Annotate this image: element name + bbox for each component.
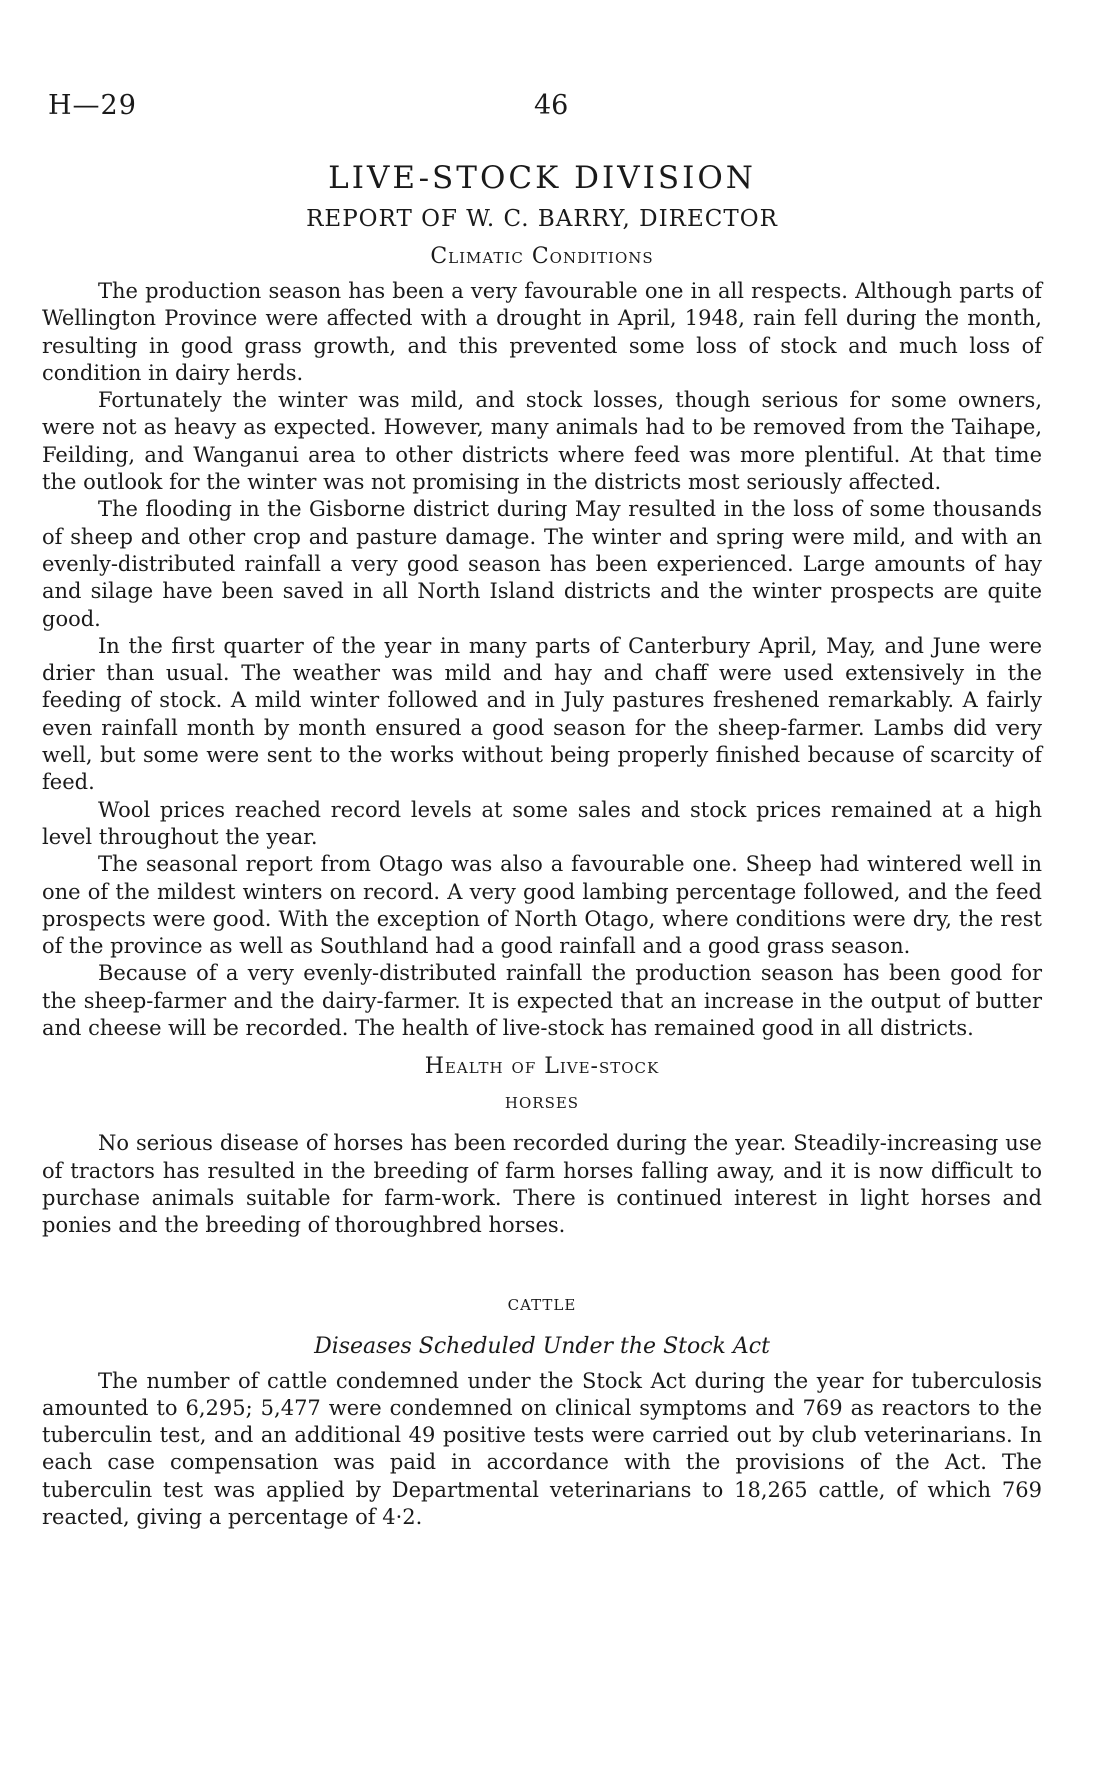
cattle-paragraph: The number of cattle condemned under the Stock Act during the year for tuberculosis amounted to 6,295; 5,477 were condemned on clinical symptoms and 769 as reactors to the tuberculin test, and an additional 49 positive tests were carried out by club veterinarians. In each case compensation was paid in accordance with the provisions of the Act. The tuberculin test was applied by Departmental veterinarians to 18,265 cattle, of which 769 reacted, giving a percentage of 4·2. (42, 1368, 1042, 1529)
climatic-paragraph: In the first quarter of the year in many parts of Canterbury April, May, and June were drier than usual. The weather was mild and hay and chaff were used extensively in the feeding of stock. A mild winter followed and in July pastures freshened remarkably. A fairly even rainfall month by month ensured a good season for the sheep-farmer. Lambs did very well, but some were sent to the works without being properly finished because of scarcity of feed. (42, 633, 1042, 795)
division-title: LIVE-STOCK DIVISION (328, 160, 756, 196)
page-number: 46 (534, 90, 569, 121)
climatic-conditions-heading: Climatic Conditions (430, 244, 654, 269)
climatic-paragraph: Wool prices reached record levels at some sales and stock prices remained at a high level throughout the year. (42, 797, 1042, 849)
climatic-paragraph: Because of a very evenly-distributed rainfall the production season has been good for the sheep-farmer and the dairy-farmer. It is expected that an increase in the output of butter and cheese will be recorded. The health of live-stock has remained good in all districts. (42, 961, 1042, 1041)
climatic-paragraph: The production season has been a very favourable one in all respects. Although parts of Wellington Province were affected with a drought in April, 1948, rain fell during the month, resulting in good grass growth, and this prevented some loss of stock and much loss of condition in dairy herds. (42, 279, 1042, 385)
climatic-paragraph: Fortunately the winter was mild, and stock losses, though serious for some owners, were not as heavy as expected. However, many animals had to be removed from the Taihape, Feilding, and Wanganui area to other districts where feed was more plentiful. At that time the outlook for the winter was not promising in the districts most seriously affected. (42, 388, 1042, 495)
page-header (48, 90, 1048, 130)
climatic-paragraph: The flooding in the Gisborne district during May resulted in the loss of some thousands of sheep and other crop and pasture damage. The winter and spring were mild, and with an evenly-distributed rainfall a very good season has been experienced. Large amounts of hay and silage have been saved in all North Island districts and the winter prospects are quite good. (42, 497, 1042, 631)
document-body (42, 158, 1042, 1531)
document-code: H—29 (48, 90, 137, 121)
diseases-scheduled-heading: Diseases Scheduled Under the Stock Act (314, 1333, 770, 1359)
horses-heading: HORSES (504, 1094, 580, 1113)
health-of-livestock-heading: Health of Live-stock (424, 1054, 660, 1080)
cattle-heading: CATTLE (507, 1295, 577, 1314)
report-subtitle: REPORT OF W. C. BARRY, DIRECTOR (306, 206, 778, 232)
horses-paragraph: No serious disease of horses has been recorded during the year. Steadily-increasing use of tractors has resulted in the breeding of farm horses falling away, and it is now difficult to purchase animals suitable for farm-work. There is continued interest in light horses and ponies and the breeding of thoroughbred horses. (42, 1131, 1042, 1238)
climatic-paragraph: The seasonal report from Otago was also a favourable one. Sheep had wintered well in one of the mildest winters on record. A very good lambing percentage followed, and the feed prospects were good. With the exception of North Otago, where conditions were dry, the rest of the province as well as Southland had a good rainfall and a good grass season. (42, 852, 1042, 959)
